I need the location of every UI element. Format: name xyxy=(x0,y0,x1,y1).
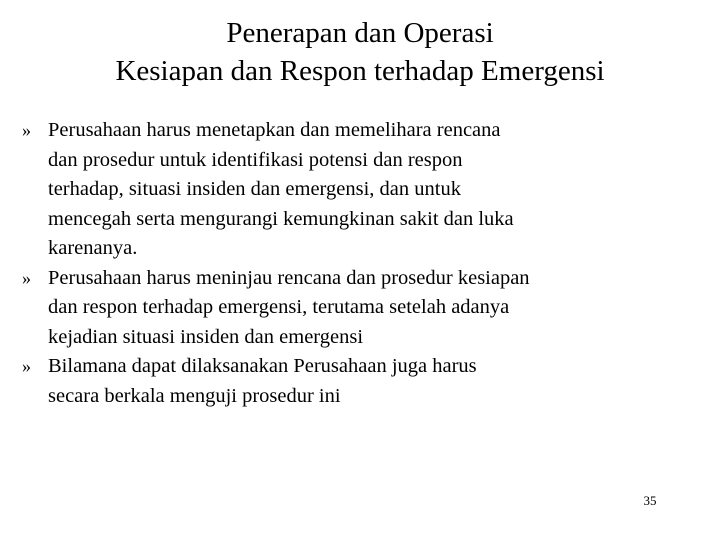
bullet-1-line-5: karenanya. xyxy=(48,237,138,259)
bullet-item-2 xyxy=(22,264,682,353)
bullet-3-line-2: secara berkala menguji prosedur ini xyxy=(48,384,341,407)
bullet-marker-icon: » xyxy=(22,267,31,288)
title-line-2: Kesiapan dan Respon terhadap Emergensi xyxy=(115,55,605,87)
bullet-marker-icon: » xyxy=(22,356,31,376)
bullet-item-1 xyxy=(22,116,682,264)
bullet-item-3 xyxy=(22,352,682,411)
bullet-3-line-1: Bilamana dapat dilaksanakan Perusahaan juga harus xyxy=(48,355,477,377)
bullet-2-line-2: dan respon terhadap emergensi, terutama setelah adanya xyxy=(48,296,510,318)
slide-title xyxy=(0,14,720,90)
bullet-1-line-1: Perusahaan harus menetapkan dan memelihara rencana xyxy=(48,119,501,141)
title-line-1: Penerapan dan Operasi xyxy=(226,17,494,49)
bullet-marker-icon: » xyxy=(22,120,31,140)
bullet-1-line-4: mencegah serta mengurangi kemungkinan sakit dan luka xyxy=(48,207,514,230)
bullet-1-line-3: terhadap, situasi insiden dan emergensi, dan untuk xyxy=(48,178,461,200)
page-number: 35 xyxy=(643,493,657,508)
bullet-1-line-2: dan prosedur untuk identifikasi potensi dan respon xyxy=(48,148,463,171)
bullet-2-line-3: kejadian situasi insiden dan emergensi xyxy=(48,325,364,348)
bullet-2-line-1: Perusahaan harus meninjau rencana dan prosedur kesiapan xyxy=(48,266,530,289)
bullet-list xyxy=(22,116,682,411)
